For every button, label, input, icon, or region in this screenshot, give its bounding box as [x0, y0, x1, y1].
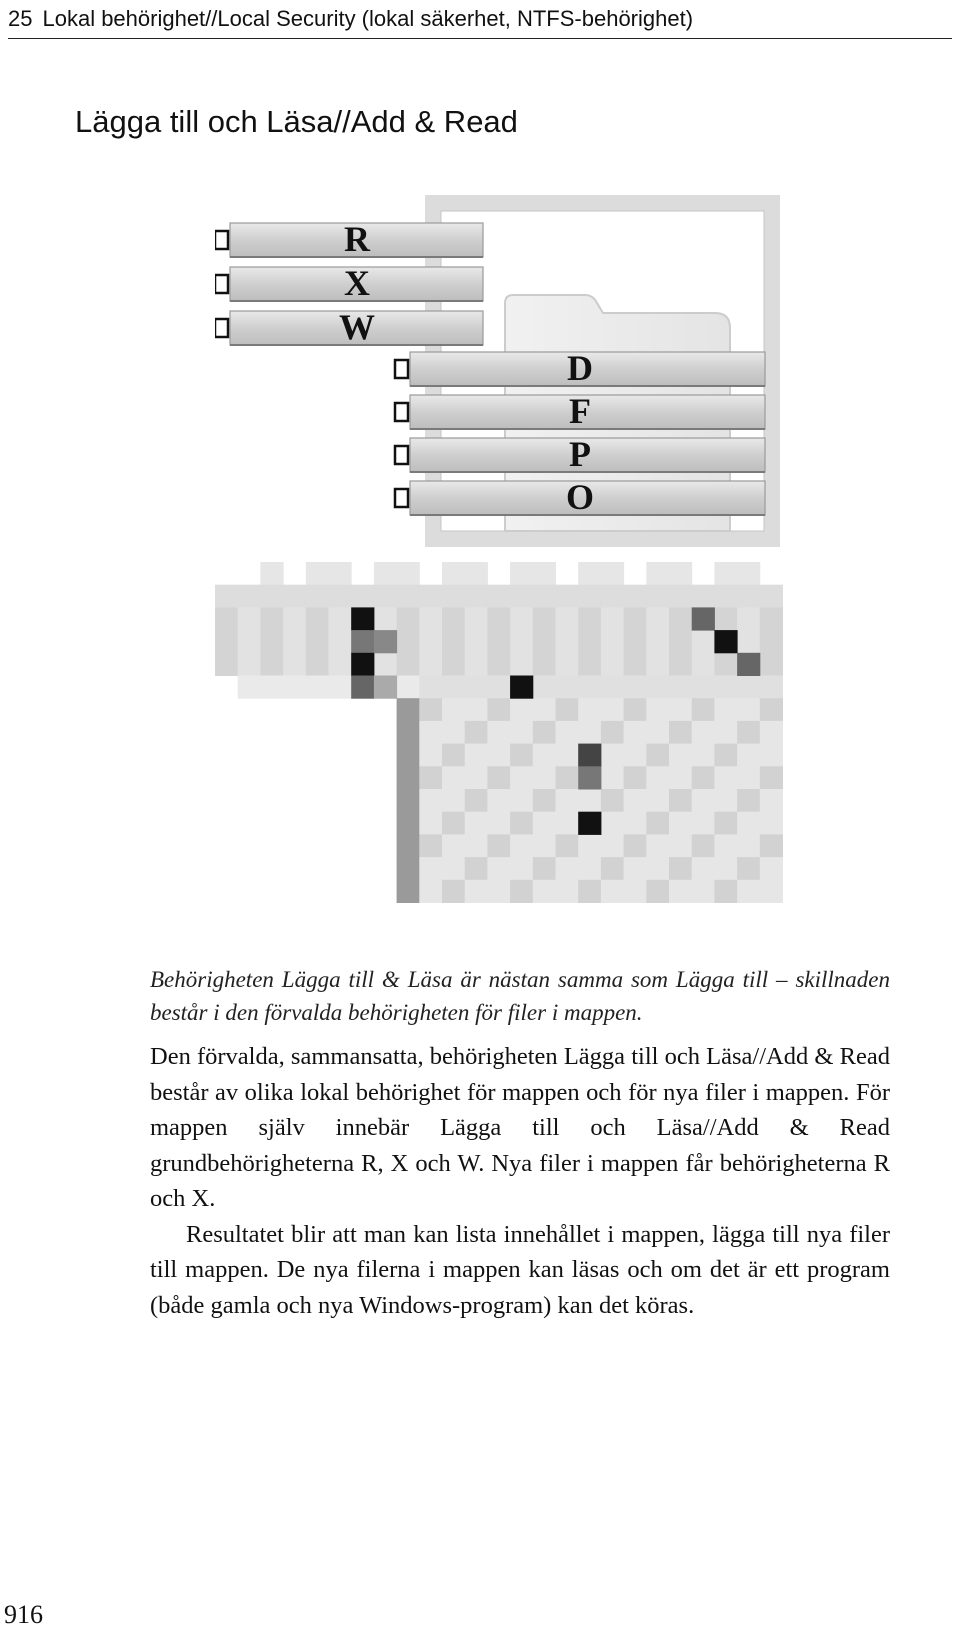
body-paragraph: Den förvalda, sammansatta, behörigheten Lägga till och Läsa//Add & Read består av olika lokal behörighet för mappen och för nya filer i mappen. För mappen själv innebär Lägga till och Läsa//Add & Read grundbehörigheterna R, X och W. Nya filer i mappen får behörigheterna R och X.	[150, 1043, 890, 1212]
permission-letter: P	[569, 434, 591, 474]
permission-letter: W	[339, 307, 375, 347]
checkbox-icon	[215, 319, 228, 337]
file-permission-tab-o	[395, 477, 765, 517]
folder-permission-tab-w	[215, 307, 483, 347]
chapter-title: Lokal behörighet//Local Security (lokal säkerhet, NTFS-behörighet)	[42, 6, 694, 31]
checkbox-icon	[395, 360, 408, 378]
file-permission-tab-d	[395, 348, 765, 388]
checkbox-icon	[215, 231, 228, 249]
checkbox-icon	[395, 489, 408, 507]
permission-letter: F	[569, 391, 591, 431]
folder-permission-tabs	[215, 219, 483, 347]
folder-permission-tab-x	[215, 263, 483, 303]
checkbox-icon	[395, 403, 408, 421]
permission-figure	[215, 195, 820, 950]
file-permission-tab-f	[395, 391, 765, 431]
permission-letter: D	[567, 348, 593, 388]
permission-letter: O	[565, 477, 595, 517]
file-permission-tab-p	[395, 434, 765, 474]
permission-letter: X	[344, 263, 370, 303]
permission-letter: R	[344, 219, 370, 259]
permission-illustration	[215, 195, 820, 950]
running-header	[8, 4, 952, 39]
folder-icon	[215, 562, 783, 903]
checkbox-icon	[395, 446, 408, 464]
body-paragraph: Resultatet blir att man kan lista innehållet i mappen, lägga till nya filer till mappen. De nya filerna i mappen kan läsas och om det är ett program (både gamla och nya Windows-program) kan det köras.	[150, 1220, 890, 1319]
page-number: 916	[4, 1600, 43, 1629]
body-text	[150, 1039, 890, 1323]
checkbox-icon	[215, 275, 228, 293]
chapter-number: 25	[8, 6, 33, 31]
folder-permission-tab-r	[215, 219, 483, 259]
figure-caption: Behörigheten Lägga till & Läsa är nästan samma som Lägga till – skillnaden består i den förvalda behörigheten för filer i mappen.	[150, 967, 890, 1025]
section-title: Lägga till och Läsa//Add & Read	[75, 104, 518, 139]
